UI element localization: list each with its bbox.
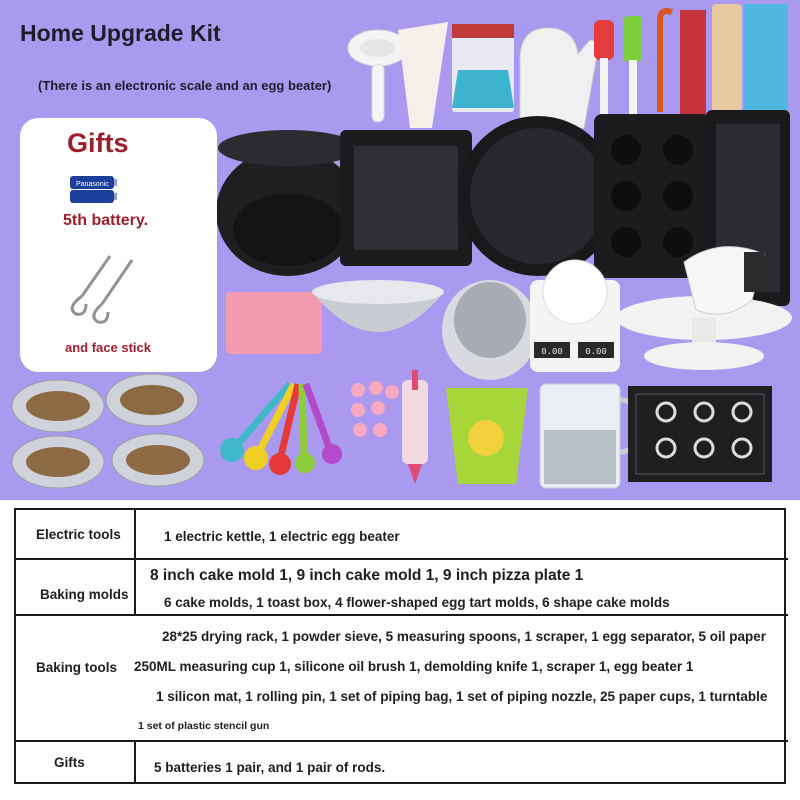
measuring-cup-icon (540, 384, 638, 488)
row-value: 250ML measuring cup 1, silicone oil brush 1, demolding knife 1, scraper 1, egg beater 1 (134, 659, 694, 674)
egg-separator-icon (348, 30, 408, 122)
column-divider (134, 558, 136, 614)
oven-mitt-icon (520, 28, 597, 128)
measuring-spoons-icon (220, 384, 342, 475)
scale-display-right: 0.00 (585, 347, 607, 357)
oil-paper-roll-icon (680, 10, 706, 120)
row-divider (16, 614, 788, 616)
battery-label: 5th battery. (63, 212, 149, 229)
column-divider (134, 740, 136, 784)
column-divider (134, 510, 136, 558)
row-label-electric-tools: Electric tools (36, 527, 121, 542)
row-value: 8 inch cake mold 1, 9 inch cake mold 1, 9 inch pizza plate 1 (150, 567, 584, 584)
piping-nozzle-set-icon (452, 24, 514, 112)
egg-tart-molds-icon (12, 374, 204, 488)
paper-cup-icon (446, 388, 528, 484)
row-value: 1 silicon mat, 1 rolling pin, 1 set of piping bag, 1 set of piping nozzle, 25 paper cups, 1 turntable (156, 689, 768, 704)
piping-bag-icon (398, 22, 448, 128)
battery-icon (70, 176, 117, 203)
row-label-baking-tools: Baking tools (36, 660, 118, 675)
page-subtitle: (There is an electronic scale and an egg beater) (38, 78, 332, 93)
silicone-mat-icon (744, 4, 788, 118)
row-value: 6 cake molds, 1 toast box, 4 flower-shaped egg tart molds, 6 shape cake molds (164, 595, 670, 610)
gifts-card-graphics (20, 118, 217, 372)
silicone-brush-icon (624, 16, 642, 116)
row-label-baking-molds: Baking molds (40, 587, 129, 602)
page-title: Home Upgrade Kit (20, 20, 221, 46)
battery-brand-label: Panasonic (76, 181, 109, 188)
row-value: 5 batteries 1 pair, and 1 pair of rods. (154, 760, 386, 775)
silicone-spatula-icon (594, 20, 614, 118)
row-value: 1 electric kettle, 1 electric egg beater (164, 529, 400, 544)
steel-bowl-icon (312, 280, 444, 332)
row-divider (16, 558, 788, 560)
powder-sieve-icon (442, 280, 538, 380)
stencil-gun-icon (402, 370, 428, 484)
dough-hook-rods-icon (72, 256, 132, 322)
round-cake-mold-icon (216, 130, 360, 276)
stick-label: and face stick (65, 340, 151, 355)
cake-hook-icon (660, 11, 672, 112)
contents-table (14, 508, 786, 784)
row-label-gifts: Gifts (54, 755, 85, 770)
scale-display-left: 0.00 (541, 347, 563, 357)
scraper-icon (226, 292, 322, 354)
drying-rack-icon (628, 386, 772, 482)
row-value: 1 set of plastic stencil gun (138, 720, 270, 732)
gifts-card (20, 118, 217, 372)
gifts-card-title: Gifts (67, 128, 129, 158)
plastic-nozzles-icon (351, 381, 399, 437)
square-cake-mold-icon (340, 130, 472, 266)
row-divider (16, 740, 788, 742)
rolling-pin-icon (712, 4, 742, 124)
muffin-tray-icon (594, 114, 710, 278)
row-value: 28*25 drying rack, 1 powder sieve, 5 measuring spoons, 1 scraper, 1 egg separator, 5 oil paper (162, 629, 767, 644)
